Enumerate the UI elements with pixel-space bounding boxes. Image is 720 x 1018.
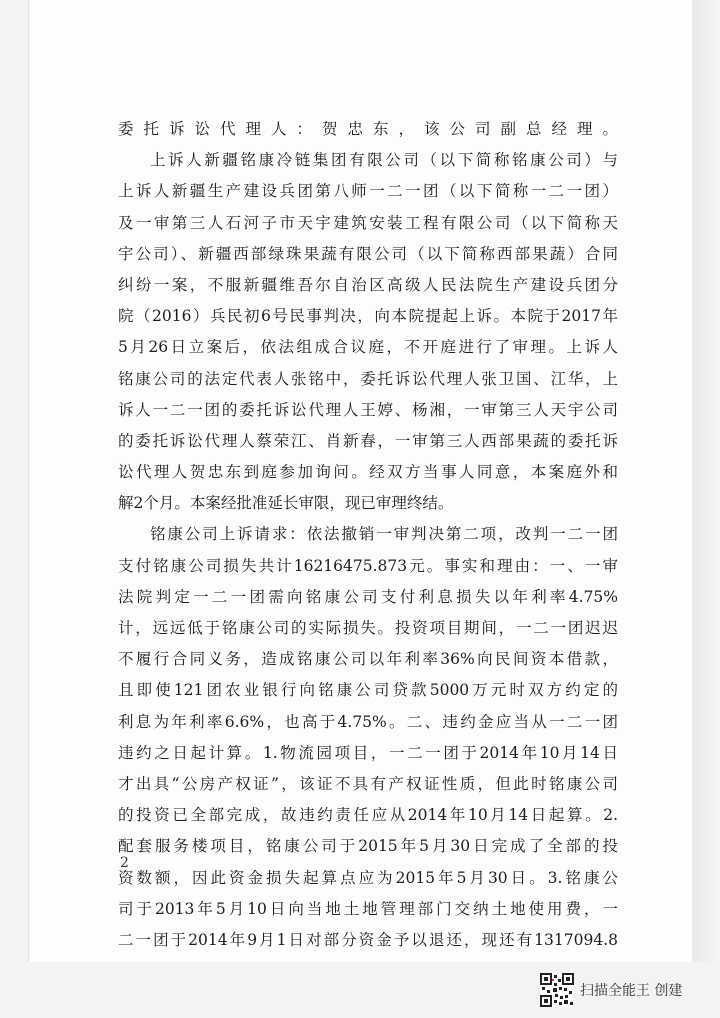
text-line: 上诉人新疆铭康冷链集团有限公司（以下简称铭康公司）与 xyxy=(150,151,618,170)
page-number: 2 xyxy=(120,855,129,871)
text-line: 诉人一二一团的委托诉讼代理人王婷、杨湘，一审第三人天宇公司 xyxy=(118,400,618,419)
text-line: 讼代理人贺忠东到庭参加询问。经双方当事人同意，本案庭外和 xyxy=(118,463,618,482)
text-line: 司于2013年5月10日向当地土地管理部门交纳土地使用费，一 xyxy=(118,899,618,918)
text-line: 资数额，因此资金损失起算点应为2015年5月30日。3.铭康公 xyxy=(118,868,618,887)
text-line: 才出具“公房产权证”，该证不具有产权证性质，但此时铭康公司 xyxy=(118,774,618,793)
text-line: 解2个月。本案经批准延长审限，现已审理终结。 xyxy=(118,494,454,513)
text-line: 违约之日起计算。1.物流园项目，一二一团于2014年10月14日 xyxy=(118,743,618,762)
text-line: 不履行合同义务，造成铭康公司以年利率36%向民间资本借款， xyxy=(118,650,618,669)
text-line: 配套服务楼项目，铭康公司于2015年5月30日完成了全部的投 xyxy=(118,837,618,856)
text-line: 5月26日立案后，依法组成合议庭，不开庭进行了审理。上诉人 xyxy=(118,338,618,357)
text-line: 利息为年利率6.6%，也高于4.75%。二、违约金应当从一二一团 xyxy=(118,712,618,731)
text-line: 院（2016）兵民初6号民事判决，向本院提起上诉。本院于2017年 xyxy=(118,307,618,326)
judgment-text xyxy=(118,114,618,956)
scan-edge-shadow xyxy=(692,0,720,962)
text-line: 铭康公司上诉请求：依法撤销一审判决第二项，改判一二一团 xyxy=(150,525,618,544)
text-line: 上诉人新疆生产建设兵团第八师一二一团（以下简称一二一团） xyxy=(118,182,618,201)
text-line: 的投资已全部完成，故违约责任应从2014年10月14日起算。2. xyxy=(118,806,618,825)
watermark-text: 扫描全能王 创建 xyxy=(580,983,683,999)
text-line: 计，远远低于铭康公司的实际损失。投资项目期间，一二一团迟迟 xyxy=(118,619,618,637)
text-line: 宇公司）、新疆西部绿珠果蔬有限公司（以下简称西部果蔬）合同 xyxy=(118,244,618,263)
text-line: 纠纷一案，不服新疆维吾尔自治区高级人民法院生产建设兵团分 xyxy=(118,275,618,294)
text-line: 支付铭康公司损失共计16216475.873元。事实和理由：一、一审 xyxy=(118,556,618,575)
scanner-watermark xyxy=(540,972,682,1008)
qr-code-icon xyxy=(540,973,574,1007)
text-line: 二一团于2014年9月1日对部分资金予以退还，现还有1317094.8 xyxy=(118,930,618,949)
text-line: 铭康公司的法定代表人张铭中，委托诉讼代理人张卫国、江华，上 xyxy=(118,369,618,388)
text-line: 法院判定一二一团需向铭康公司支付利息损失以年利率4.75% xyxy=(118,587,618,606)
text-line: 的委托诉讼代理人蔡荣江、肖新春，一审第三人西部果蔬的委托诉 xyxy=(118,431,618,450)
text-line: 及一审第三人石河子市天宇建筑安装工程有限公司（以下简称天 xyxy=(118,213,618,232)
text-line: 委托诉讼代理人：贺忠东，该公司副总经理。 xyxy=(118,120,618,138)
text-line: 且即使121团农业银行向铭康公司贷款5000万元时双方约定的 xyxy=(118,681,618,700)
